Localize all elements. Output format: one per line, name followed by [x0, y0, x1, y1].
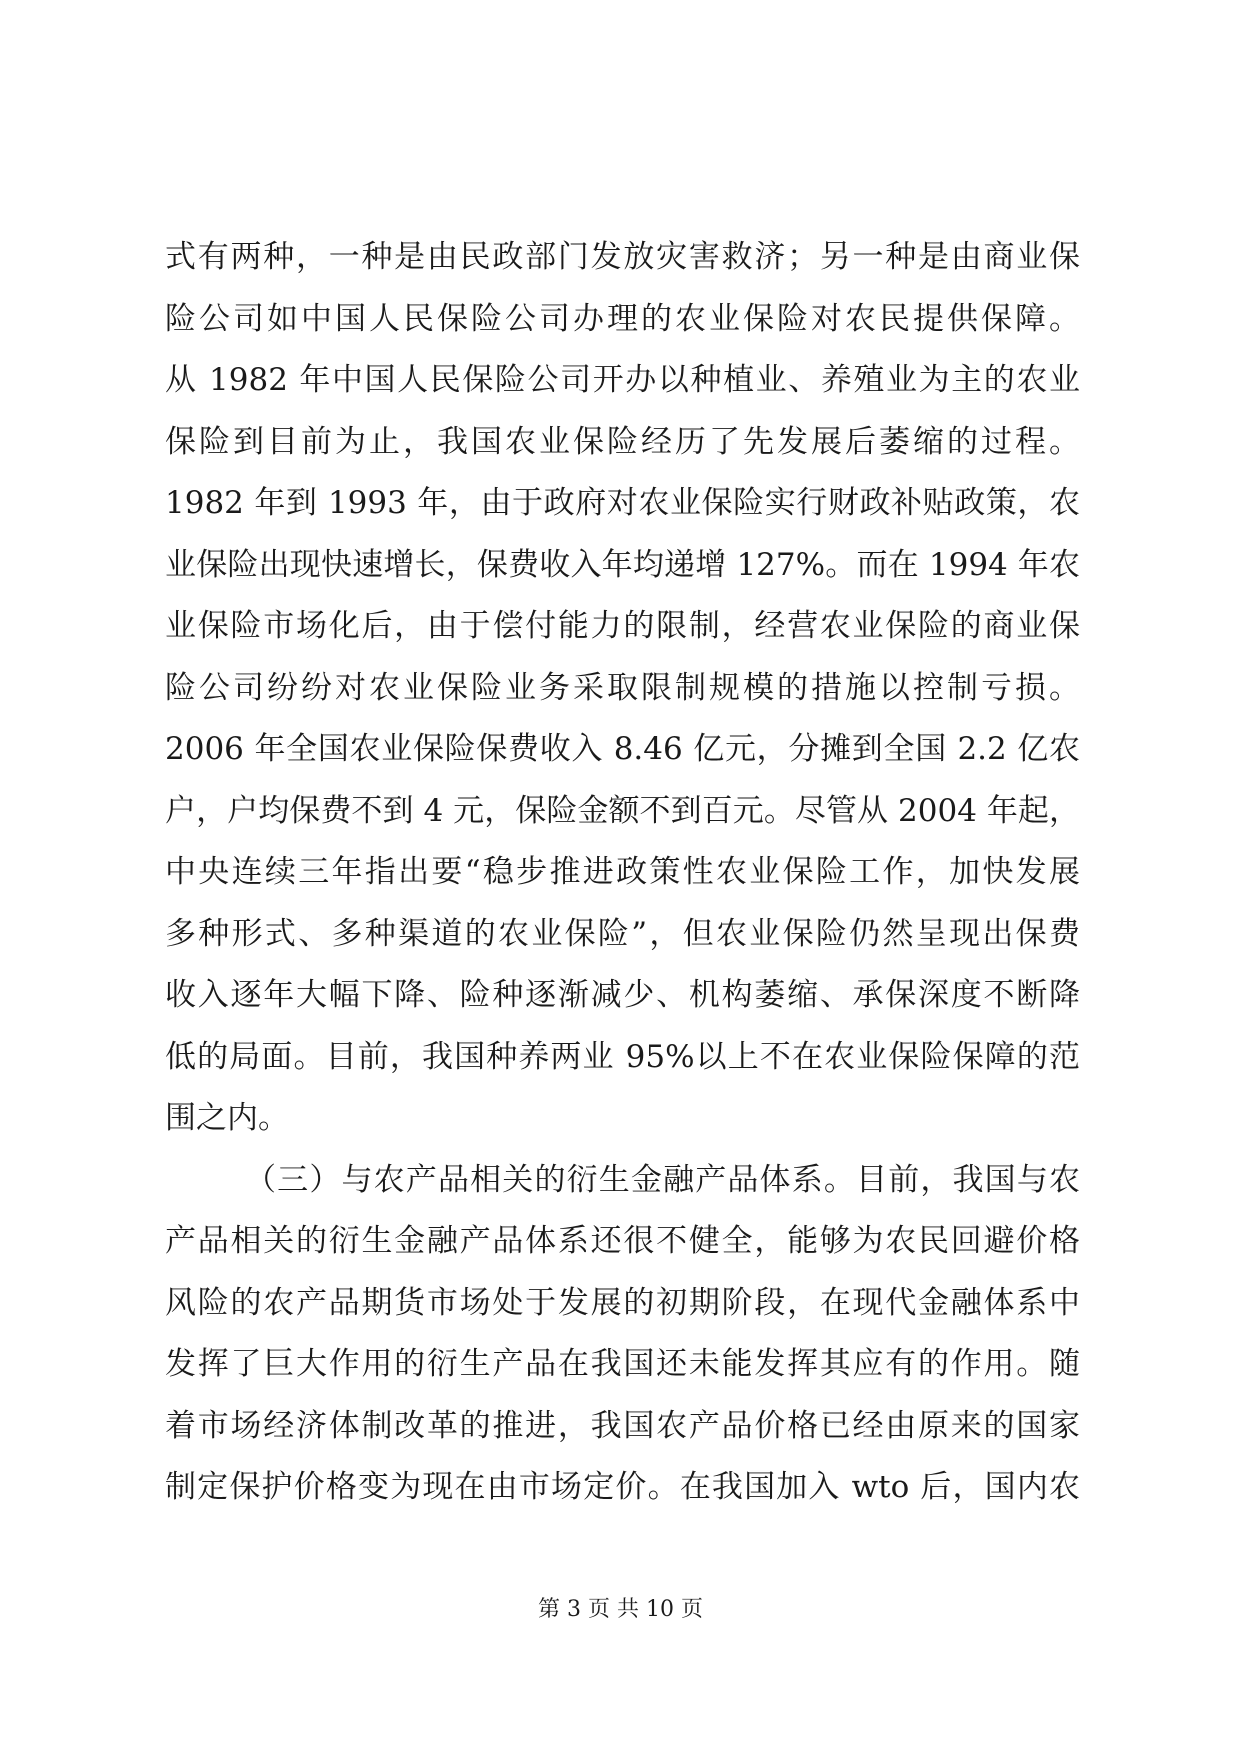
text-line: 险公司如中国人民保险公司办理的农业保险对农民提供保障。: [165, 300, 1080, 337]
text-line: 中央连续三年指出要“稳步推进政策性农业保险工作，加快发展: [165, 854, 1080, 890]
text-line: 多种形式、多种渠道的农业保险”，但农业保险仍然呈现出保费: [165, 915, 1080, 952]
text-line: 围之内。: [165, 1100, 289, 1136]
text-line: 着市场经济体制改革的推进，我国农产品价格已经由原来的国家: [165, 1407, 1080, 1444]
text-line: 收入逐年大幅下降、险种逐渐减少、机构萎缩、承保深度不断降: [165, 977, 1080, 1013]
text-line: 户，户均保费不到 4 元，保险金额不到百元。尽管从 2004 年起，: [165, 792, 1080, 829]
text-line: 业保险出现快速增长，保费收入年均递增 127%。而在 1994 年农: [165, 546, 1080, 583]
text-line: 制定保护价格变为现在由市场定价。在我国加入 wto 后，国内农: [165, 1469, 1080, 1505]
text-line: 险公司纷纷对农业保险业务采取限制规模的措施以控制亏损。: [165, 669, 1080, 706]
text-line: 2006 年全国农业保险保费收入 8.46 亿元，分摊到全国 2.2 亿农: [165, 731, 1080, 767]
text-line: 从 1982 年中国人民保险公司开办以种植业、养殖业为主的农业: [165, 362, 1080, 398]
text-line: 风险的农产品期货市场处于发展的初期阶段，在现代金融体系中: [165, 1284, 1080, 1321]
text-line: 低的局面。目前，我国种养两业 95%以上不在农业保险保障的范: [165, 1038, 1080, 1075]
text-line: 业保险市场化后，由于偿付能力的限制，经营农业保险的商业保: [165, 608, 1080, 644]
text-line: 发挥了巨大作用的衍生产品在我国还未能发挥其应有的作用。随: [165, 1346, 1080, 1382]
text-line: 产品相关的衍生金融产品体系还很不健全，能够为农民回避价格: [165, 1223, 1080, 1259]
text-line: 式有两种，一种是由民政部门发放灾害救济；另一种是由商业保: [165, 239, 1080, 275]
text-line: 1982 年到 1993 年，由于政府对农业保险实行财政补贴政策，农: [165, 485, 1080, 521]
body-text: [165, 231, 1080, 1523]
page-footer: 第 3 页 共 10 页: [538, 1597, 703, 1622]
text-line: （三）与农产品相关的衍生金融产品体系。目前，我国与农: [245, 1161, 1080, 1198]
text-line: 保险到目前为止，我国农业保险经历了先发展后萎缩的过程。: [165, 423, 1080, 460]
